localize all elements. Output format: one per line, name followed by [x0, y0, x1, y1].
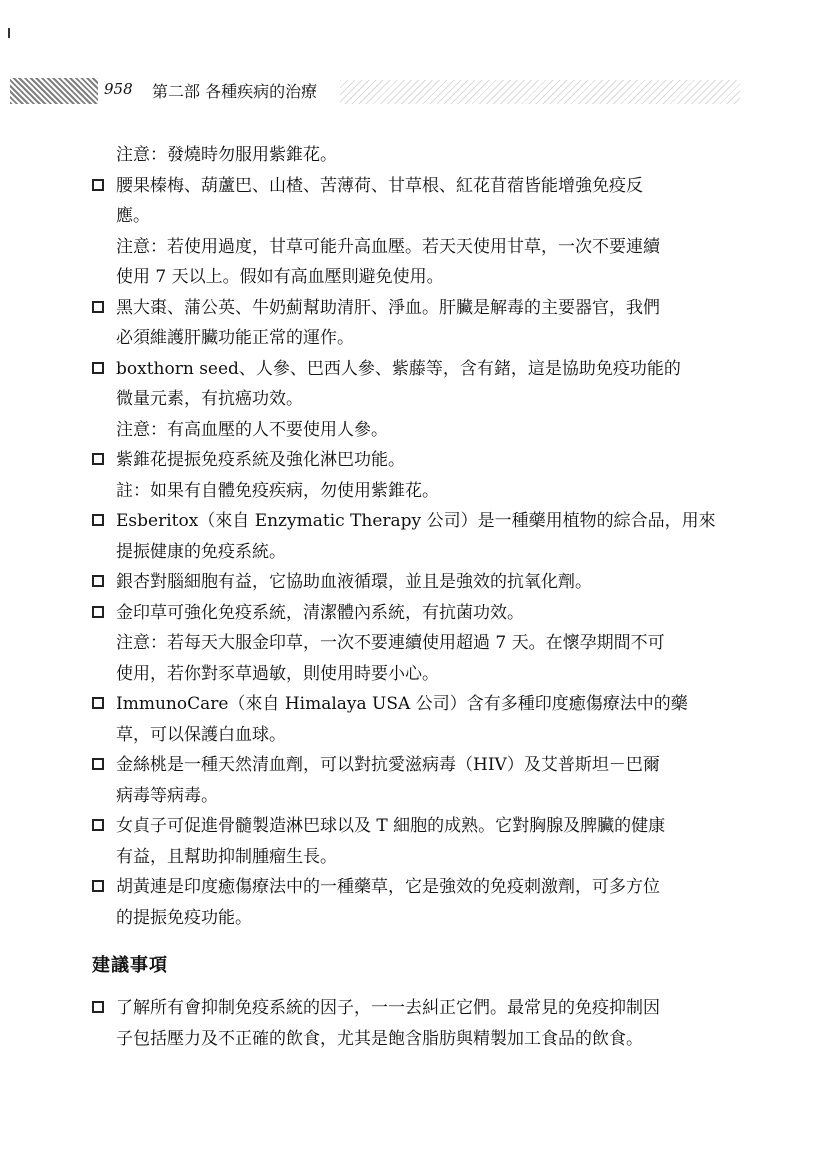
text-line: 應。 — [116, 206, 150, 226]
list-item — [92, 689, 752, 750]
list-item — [92, 445, 752, 476]
note-paragraph — [92, 628, 752, 689]
page-header — [0, 76, 829, 110]
checkbox-bullet-icon — [92, 514, 104, 526]
text-line: 提振健康的免疫系統。 — [116, 541, 286, 562]
text-line: 銀杏對腦細胞有益，它協助血液循環，並且是強效的抗氧化劑。 — [116, 572, 592, 592]
text-line: 有益，且幫助抑制腫瘤生長。 — [116, 846, 337, 867]
checkbox-bullet-icon — [92, 758, 104, 770]
list-item — [92, 354, 752, 415]
note-paragraph — [92, 415, 752, 446]
checkbox-bullet-icon — [92, 606, 104, 618]
text-line: 草，可以保護白血球。 — [116, 724, 286, 745]
text-line: 紫錐花提振免疫系統及強化淋巴功能。 — [116, 450, 405, 470]
text-line: 病毒等病毒。 — [116, 785, 218, 806]
text-line: 必須維護肝臟功能正常的運作。 — [116, 328, 354, 348]
list-item — [92, 750, 752, 811]
text-line: boxthorn seed、人參、巴西人參、紫藤等，含有鍺，這是協助免疫功能的 — [116, 358, 681, 379]
list-item — [92, 171, 752, 232]
text-line: 註：如果有自體免疫疾病，勿使用紫錐花。 — [116, 480, 439, 501]
page-body — [92, 140, 752, 1054]
checkbox-bullet-icon — [92, 362, 104, 374]
list-item — [92, 567, 752, 598]
text-line: 的提振免疫功能。 — [116, 907, 252, 928]
text-line: 注意：若使用過度，甘草可能升高血壓。若天天使用甘草，一次不要連續 — [116, 236, 660, 257]
text-line: 金印草可強化免疫系統，清潔體內系統，有抗菌功效。 — [116, 602, 524, 623]
text-line: 黑大棗、蒲公英、牛奶薊幫助清肝、淨血。肝臟是解毒的主要器官，我們 — [116, 297, 660, 318]
note-paragraph — [92, 140, 752, 171]
page-number: 958 — [104, 80, 133, 98]
chapter-title: 第二部 各種疾病的治療 — [152, 82, 318, 101]
text-line: 女貞子可促進骨髓製造淋巴球以及 T 細胞的成熟。它對胸腺及脾臟的健康 — [116, 816, 666, 836]
checkbox-bullet-icon — [92, 575, 104, 587]
checkbox-bullet-icon — [92, 819, 104, 831]
text-line: Esberitox（來自 Enzymatic Therapy 公司）是一種藥用植物的綜合品，用來 — [116, 511, 716, 531]
text-line: ImmunoCare（來自 Himalaya USA 公司）含有多種印度癒傷療法中的藥 — [116, 694, 688, 714]
text-line: 注意：有高血壓的人不要使用人參。 — [116, 419, 388, 440]
checkbox-bullet-icon — [92, 697, 104, 709]
note-paragraph — [92, 232, 752, 293]
list-item — [92, 811, 752, 872]
text-line: 微量元素，有抗癌功效。 — [116, 389, 303, 409]
text-line: 子包括壓力及不正確的飲食，尤其是飽含脂肪與精製加工食品的飲食。 — [116, 1028, 643, 1049]
text-line: 使用，若你對豕草過敏，則使用時要小心。 — [116, 663, 439, 684]
checkbox-bullet-icon — [92, 1001, 104, 1013]
checkbox-bullet-icon — [92, 880, 104, 892]
text-line: 了解所有會抑制免疫系統的因子，一一去糾正它們。最常見的免疫抑制因 — [116, 998, 660, 1018]
header-decoration-right — [340, 80, 740, 104]
checkbox-bullet-icon — [92, 179, 104, 191]
text-line: 使用 7 天以上。假如有高血壓則避免使用。 — [116, 267, 444, 287]
text-line: 胡黃連是印度癒傷療法中的一種藥草，它是強效的免疫刺激劑，可多方位 — [116, 877, 660, 897]
list-item — [92, 872, 752, 933]
text-line: 腰果榛梅、葫蘆巴、山楂、苦薄荷、甘草根、紅花苜蓿皆能增強免疫反 — [116, 175, 643, 196]
header-decoration — [10, 78, 98, 104]
text-line: 注意：發燒時勿服用紫錐花。 — [116, 145, 337, 165]
margin-mark — [8, 28, 10, 38]
checkbox-bullet-icon — [92, 301, 104, 313]
list-item — [92, 993, 752, 1054]
checkbox-bullet-icon — [92, 453, 104, 465]
note-paragraph — [92, 476, 752, 507]
text-line: 注意：若每天大服金印草，一次不要連續使用超過 7 天。在懷孕期間不可 — [116, 633, 665, 653]
list-item — [92, 506, 752, 567]
section-heading: 建議事項 — [92, 955, 168, 976]
list-item — [92, 598, 752, 629]
text-line: 金絲桃是一種天然清血劑，可以對抗愛滋病毒（HIV）及艾普斯坦－巴爾 — [116, 755, 660, 775]
list-item — [92, 293, 752, 354]
